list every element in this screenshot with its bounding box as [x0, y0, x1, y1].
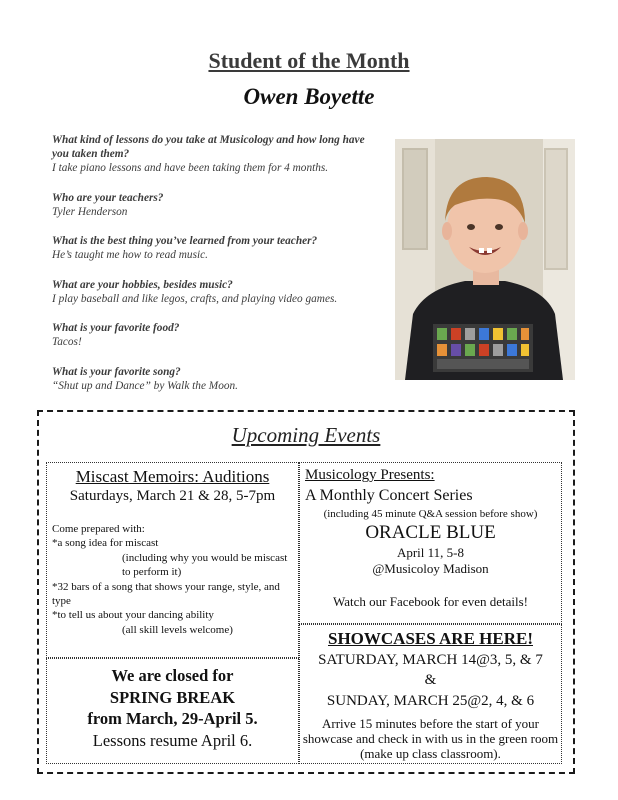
concert-presents: Musicology Presents:	[305, 467, 435, 483]
showcase-ampersand: &	[424, 672, 437, 688]
interview-section	[52, 133, 382, 408]
qa-item	[52, 133, 382, 175]
miscast-item: *32 bars of a song that shows your range, style, and type	[52, 580, 280, 608]
qa-item	[52, 365, 382, 393]
answer: “Shut up and Dance” by Walk the Moon.	[52, 379, 238, 392]
concert-facebook-note: Watch our Facebook for even details!	[333, 594, 528, 609]
concert-series-box	[299, 462, 562, 624]
miscast-item-detail: (all skill levels welcome)	[122, 623, 233, 636]
closed-line: We are closed for	[111, 666, 234, 685]
question: Who are your teachers?	[52, 191, 164, 204]
student-photo	[395, 139, 575, 380]
student-photo-illustration	[395, 139, 575, 380]
closed-line: from March, 29-April 5.	[87, 709, 258, 728]
showcase-sunday: SUNDAY, MARCH 25@2, 4, & 6	[326, 693, 535, 709]
concert-note: (including 45 minute Q&A session before show)	[323, 508, 538, 520]
closed-line: SPRING BREAK	[109, 687, 236, 707]
showcase-saturday: SATURDAY, MARCH 14@3, 5, & 7	[318, 652, 543, 668]
miscast-item-detail: (including why you would be miscast to perform it)	[122, 551, 288, 579]
qa-item	[52, 234, 382, 262]
showcase-title: SHOWCASES ARE HERE!	[328, 629, 533, 648]
answer: Tyler Henderson	[52, 205, 128, 218]
answer: Tacos!	[52, 336, 82, 348]
miscast-title: Miscast Memoirs: Auditions	[75, 467, 270, 486]
concert-venue: @Musicoloy Madison	[372, 561, 489, 576]
miscast-item: *a song idea for miscast	[52, 537, 159, 550]
qa-item	[52, 191, 382, 219]
lessons-resume: Lessons resume April 6.	[92, 730, 253, 750]
showcases-box	[299, 624, 562, 764]
upcoming-events-panel	[37, 410, 575, 774]
events-title: Upcoming Events	[231, 423, 381, 447]
question: What is your favorite song?	[52, 365, 181, 378]
question: What are your hobbies, besides music?	[52, 278, 233, 291]
miscast-item: *to tell us about your dancing ability	[52, 609, 214, 622]
miscast-date: Saturdays, March 21 & 28, 5-7pm	[69, 488, 276, 504]
answer: He’s taught me how to read music.	[52, 249, 208, 261]
answer: I take piano lessons and have been taking them for 4 months.	[52, 162, 329, 174]
concert-date: April 11, 5-8	[396, 545, 465, 560]
miscast-details	[52, 522, 297, 637]
showcase-instructions: Arrive 15 minutes before the start of your showcase and check in with us in the green room (make up class classroom).	[302, 716, 559, 761]
spring-break-box	[46, 658, 299, 764]
miscast-intro: Come prepared with:	[52, 523, 145, 535]
question: What is the best thing you’ve learned from your teacher?	[52, 235, 318, 247]
student-name: Owen Boyette	[243, 84, 375, 109]
question: What kind of lessons do you take at Musicology and how long have you taken them?	[52, 134, 365, 160]
miscast-auditions-box	[46, 462, 299, 658]
concert-series: A Monthly Concert Series	[305, 487, 473, 504]
concert-band: ORACLE BLUE	[365, 522, 496, 543]
answer: I play baseball and like legos, crafts, and playing video games.	[52, 292, 338, 305]
spring-break-notice	[47, 665, 298, 751]
question: What is your favorite food?	[52, 322, 180, 334]
page-title: Student of the Month	[208, 48, 410, 73]
qa-item	[52, 278, 382, 306]
qa-item	[52, 321, 382, 349]
